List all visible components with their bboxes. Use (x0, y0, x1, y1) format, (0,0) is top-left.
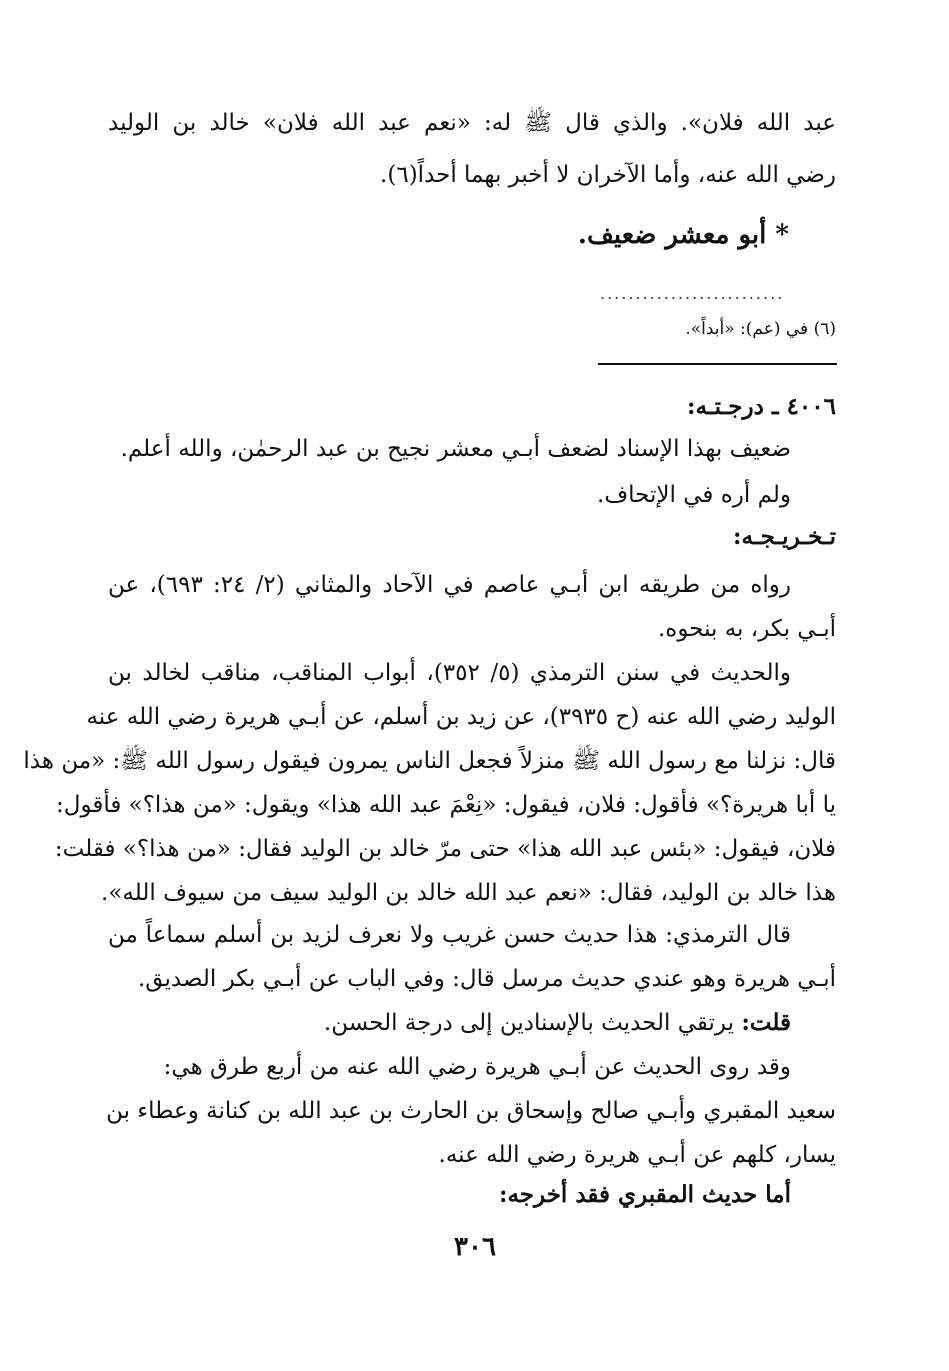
text-line-10: أبـي هريرة وهو عندي حديث مرسل قال: وفي الباب عن أبـي بكر الصديق. (138, 966, 836, 992)
text-line-6: يا أبا هريرة؟» فأقول: فلان، فيقول: «نِعْمَ عبد الله هذا» ويقول: «من هذا؟» فأقول: (56, 792, 836, 818)
conclusion-label: قلت: (741, 1009, 791, 1036)
page-number: ٣٠٦ (454, 1232, 496, 1262)
text-line-3: والحديث في سنن الترمذي (٥/ ٣٥٢)، أبواب المناقب، مناقب لخالد بن (108, 660, 791, 686)
text-line-13: سعيد المقبري وأبـي صالح وإسحاق بن الحارث بن عبد الله بن كنانة وعطاء بن (106, 1098, 836, 1124)
footnote-separator: .......................... (600, 284, 785, 303)
text-line-12: وقد روى الحديث عن أبـي هريرة رضي الله عنه من أربع طرق هي: (163, 1054, 791, 1080)
top-note: * أبو معشر ضعيف. (577, 220, 789, 250)
text-line-4: الوليد رضي الله عنه (ح ٣٩٣٥)، عن زيد بن أسلم، عن أبـي هريرة رضي الله عنه (86, 704, 836, 730)
section-rule (598, 363, 837, 365)
text-line-2: أبـي بكر، به بنحوه. (657, 616, 836, 642)
heading-takhrij: تـخـريـجـه: (733, 523, 836, 550)
text-line-11 (324, 1006, 791, 1040)
conclusion-text: يرتقي الحديث بالإسنادين إلى درجة الحسن. (323, 1010, 742, 1036)
text-line-9: قال الترمذي: هذا حديث حسن غريب ولا نعرف لزيد بن أسلم سماعاً من (108, 922, 791, 948)
text-line-14: يسار، كلهم عن أبـي هريرة رضي الله عنه. (438, 1142, 836, 1168)
text-line-8: هذا خالد بن الوليد، فقال: «نعم عبد الله خالد بن الوليد سيف من سيوف الله». (101, 880, 836, 906)
text-line-15: أما حديث المقبري فقد أخرجه: (498, 1181, 791, 1208)
text-line-5: قال: نزلنا مع رسول الله ﷺ منزلاً فجعل الناس يمرون فيقول رسول الله ﷺ: «من هذا (23, 748, 836, 774)
footnote-text: (٦) في (عم): «أبداً». (685, 319, 836, 339)
heading-degree: ٤٠٠٦ ـ درجـتـه: (687, 393, 836, 420)
top-line-2: رضي الله عنه، وأما الآخران لا أخبر بهما أحداً(٦). (380, 162, 836, 188)
top-line-1: عبد الله فلان». والذي قال ﷺ له: «نعم عبد الله فلان» خالد بن الوليد (108, 110, 836, 136)
text-line-7: فلان، فيقول: «بئس عبد الله هذا» حتى مرّ خالد بن الوليد فقال: «من هذا؟» فقلت: (54, 836, 836, 862)
text-line-1: رواه من طريقه ابن أبـي عاصم في الآحاد والمثاني (٢/ ٢٤: ٦٩٣)، عن (108, 572, 791, 598)
paragraph-ithaf: ولم أره في الإتحاف. (597, 482, 791, 508)
paragraph-degree: ضعيف بهذا الإسناد لضعف أبـي معشر نجيح بن عبد الرحمٰن، والله أعلم. (120, 436, 791, 462)
